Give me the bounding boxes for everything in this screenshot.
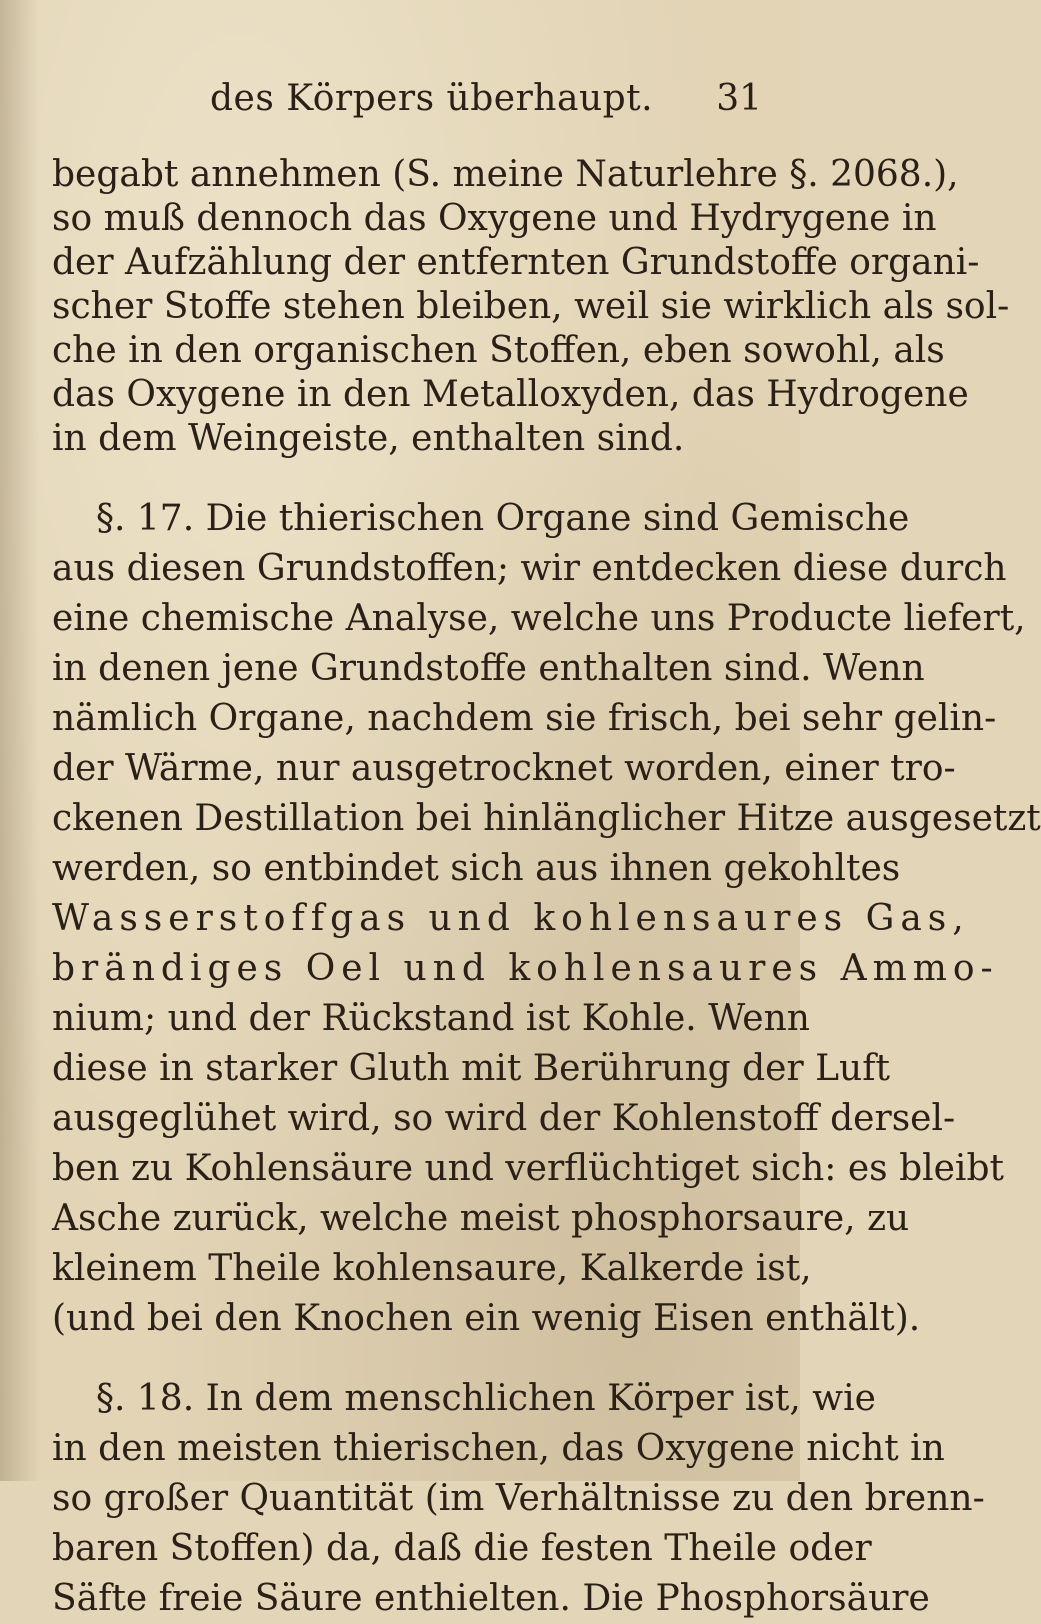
text-line: nium; und der Rückstand ist Kohle. Wenn (52, 998, 810, 1039)
text-line: Asche zurück, welche meist phosphorsaure, zu (52, 1198, 910, 1239)
text-line: nämlich Organe, nachdem sie frisch, bei sehr gelin- (52, 698, 997, 739)
text-line: kleinem Theile kohlensaure, Kalkerde ist, (52, 1248, 812, 1289)
text-line: in denen jene Grundstoffe enthalten sind. Wenn (52, 648, 925, 689)
text-line: brändiges Oel und kohlensaures Ammo- (52, 948, 999, 989)
binding-shadow (0, 0, 40, 1481)
section-17-heading-line: §. 17. Die thierischen Organe sind Gemische (96, 498, 910, 539)
text-line: begabt annehmen (S. meine Naturlehre §. 2068.), (52, 154, 959, 195)
text-line: che in den organischen Stoffen, eben sowohl, als (52, 330, 945, 371)
text-line: der Aufzählung der entfernten Grundstoffe organi- (52, 242, 980, 283)
text-line: aus diesen Grundstoffen; wir entdecken diese durch (52, 548, 1007, 589)
running-head: des Körpers überhaupt. (210, 78, 654, 119)
text-line: in dem Weingeiste, enthalten sind. (52, 418, 685, 459)
text-line: scher Stoffe stehen bleiben, weil sie wirklich als sol- (52, 286, 1010, 327)
text-line: ausgeglühet wird, so wird der Kohlenstoff dersel- (52, 1098, 956, 1139)
page-header (0, 78, 800, 128)
text-line: das Oxygene in den Metalloxyden, das Hydrogene (52, 374, 969, 415)
text-line: Säfte freie Säure enthielten. Die Phosphorsäure (52, 1578, 930, 1619)
page-number: 31 (716, 78, 762, 119)
section-18-heading-line: §. 18. In dem menschlichen Körper ist, wie (96, 1378, 876, 1419)
text-line: Wasserstoffgas und kohlensaures Gas, (52, 898, 970, 939)
text-line: so großer Quantität (im Verhältnisse zu den brenn- (52, 1478, 985, 1519)
text-line: diese in starker Gluth mit Berührung der Luft (52, 1048, 891, 1089)
text-line: ckenen Destillation bei hinlänglicher Hitze ausgesetzt (52, 798, 1041, 839)
text-line: ben zu Kohlensäure und verflüchtiget sich: es bleibt (52, 1148, 1004, 1189)
text-line: werden, so entbindet sich aus ihnen gekohltes (52, 848, 901, 889)
text-line: (und bei den Knochen ein wenig Eisen enthält). (52, 1298, 921, 1339)
text-line: so muß dennoch das Oxygene und Hydrygene in (52, 198, 937, 239)
text-line: baren Stoffen) da, daß die festen Theile oder (52, 1528, 872, 1569)
text-line: der Wärme, nur ausgetrocknet worden, einer tro- (52, 748, 956, 789)
text-line: eine chemische Analyse, welche uns Producte liefert, (52, 598, 1026, 639)
text-line: in den meisten thierischen, das Oxygene nicht in (52, 1428, 945, 1469)
